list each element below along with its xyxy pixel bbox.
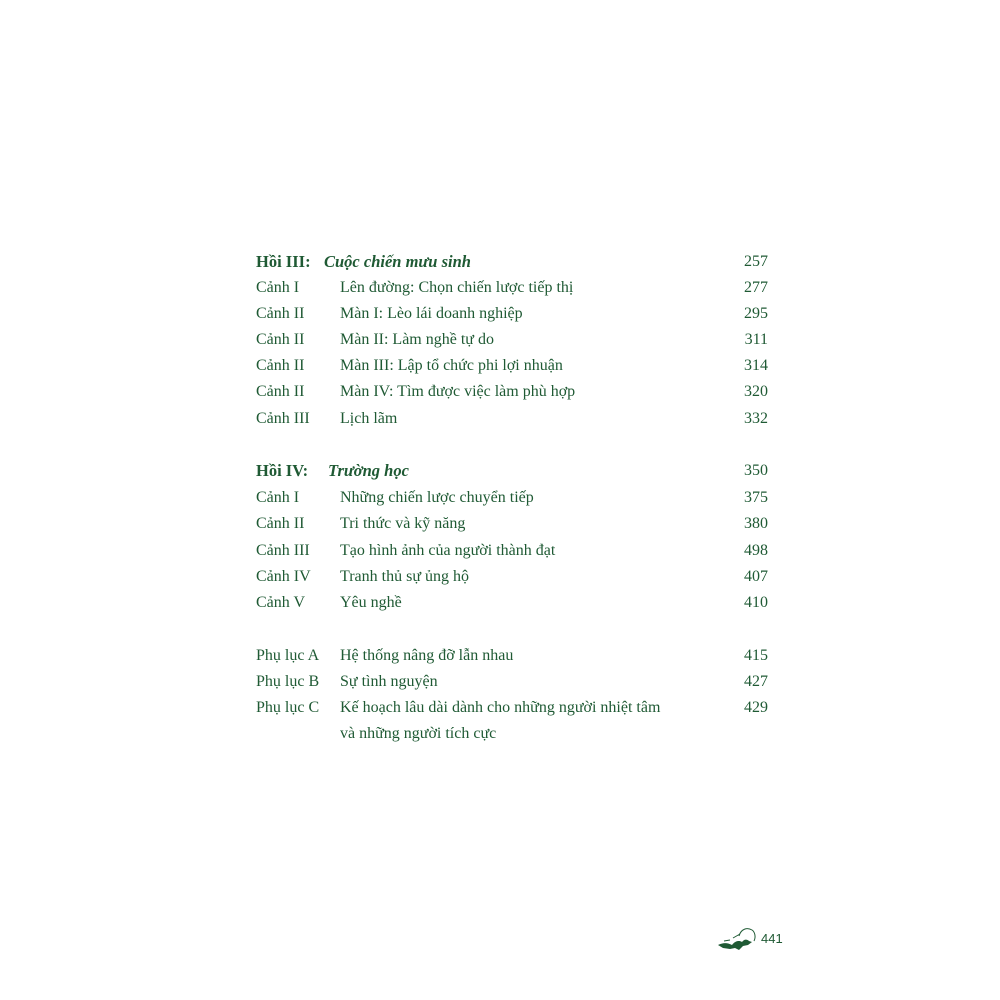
section-label: Hồi III <box>256 252 306 271</box>
entry-title: Tạo hình ảnh của người thành đạt <box>340 542 556 559</box>
page-number: 498 <box>744 542 768 559</box>
toc-entry <box>256 538 768 564</box>
entry-title: Tranh thủ sự ủng hộ <box>340 568 469 585</box>
page-number: 375 <box>744 489 768 506</box>
toc-entry <box>256 275 768 301</box>
toc-entry <box>256 353 768 379</box>
entry-title: Yêu nghề <box>340 594 402 611</box>
section-label: Hồi IV <box>256 461 303 480</box>
entry-label: Cảnh III <box>256 410 310 427</box>
page-number: 350 <box>744 462 768 479</box>
entry-title: Kế hoạch lâu dài dành cho những người nhiệt tâm <box>340 699 661 716</box>
page-number: 380 <box>744 515 768 532</box>
entry-title: Màn III: Lập tổ chức phi lợi nhuận <box>340 357 563 374</box>
page-number: 311 <box>744 331 768 348</box>
toc-entry <box>256 301 768 327</box>
entry-title: Tri thức và kỹ năng <box>340 515 466 532</box>
page-number: 257 <box>744 253 768 270</box>
entry-label: Cảnh II <box>256 331 305 348</box>
page-number: 407 <box>744 568 768 585</box>
entry-title: Hệ thống nâng đỡ lẫn nhau <box>340 647 514 664</box>
toc-entry <box>256 406 768 432</box>
entry-title-continuation: và những người tích cực <box>340 725 497 742</box>
page-number: 320 <box>744 383 768 400</box>
page-number: 410 <box>744 594 768 611</box>
page-number: 314 <box>744 357 768 374</box>
entry-label: Phụ lục A <box>256 647 320 664</box>
section-heading <box>256 458 768 484</box>
entry-label: Phụ lục B <box>256 673 320 690</box>
entry-title: Màn II: Làm nghề tự do <box>340 331 494 348</box>
entry-label: Cảnh II <box>256 305 305 322</box>
page-number: 415 <box>744 647 768 664</box>
entry-label: Cảnh II <box>256 515 305 532</box>
entry-label: Cảnh V <box>256 594 306 611</box>
entry-title: Lên đường: Chọn chiến lược tiếp thị <box>340 279 574 296</box>
section-separator: : <box>305 252 311 271</box>
entry-label: Cảnh II <box>256 357 305 374</box>
page-number: 332 <box>744 410 768 427</box>
toc-entry <box>256 590 768 616</box>
entry-title: Lịch lãm <box>340 410 398 427</box>
section-heading <box>256 249 768 275</box>
section-title: Cuộc chiến mưu sinh <box>324 252 471 271</box>
toc-entry <box>256 485 768 511</box>
running-figure-icon <box>716 924 760 954</box>
appendix-entry <box>256 695 768 721</box>
entry-label: Cảnh II <box>256 383 305 400</box>
entry-label: Cảnh I <box>256 279 300 296</box>
appendix-entry <box>256 669 768 695</box>
footer-page-number: 441 <box>761 931 783 946</box>
appendix-entry <box>256 643 768 669</box>
section-separator: : <box>302 461 309 480</box>
page-number: 277 <box>744 279 768 296</box>
toc-entry <box>256 379 768 405</box>
entry-title: Màn I: Lèo lái doanh nghiệp <box>340 305 523 322</box>
toc-entry <box>256 564 768 590</box>
section-title: Trường học <box>328 461 409 480</box>
page-number: 429 <box>744 699 768 716</box>
entry-label: Cảnh III <box>256 542 310 559</box>
page-footer <box>716 920 796 960</box>
entry-title: Sự tình nguyện <box>340 673 438 690</box>
entry-label: Phụ lục C <box>256 699 320 716</box>
page-number: 427 <box>744 673 768 690</box>
toc-entry <box>256 511 768 537</box>
entry-title: Màn IV: Tìm được việc làm phù hợp <box>340 383 576 400</box>
entry-label: Cảnh I <box>256 489 300 506</box>
page-number: 295 <box>744 305 768 322</box>
toc-entry <box>256 327 768 353</box>
entry-label: Cảnh IV <box>256 568 311 585</box>
entry-title: Những chiến lược chuyển tiếp <box>340 489 534 506</box>
